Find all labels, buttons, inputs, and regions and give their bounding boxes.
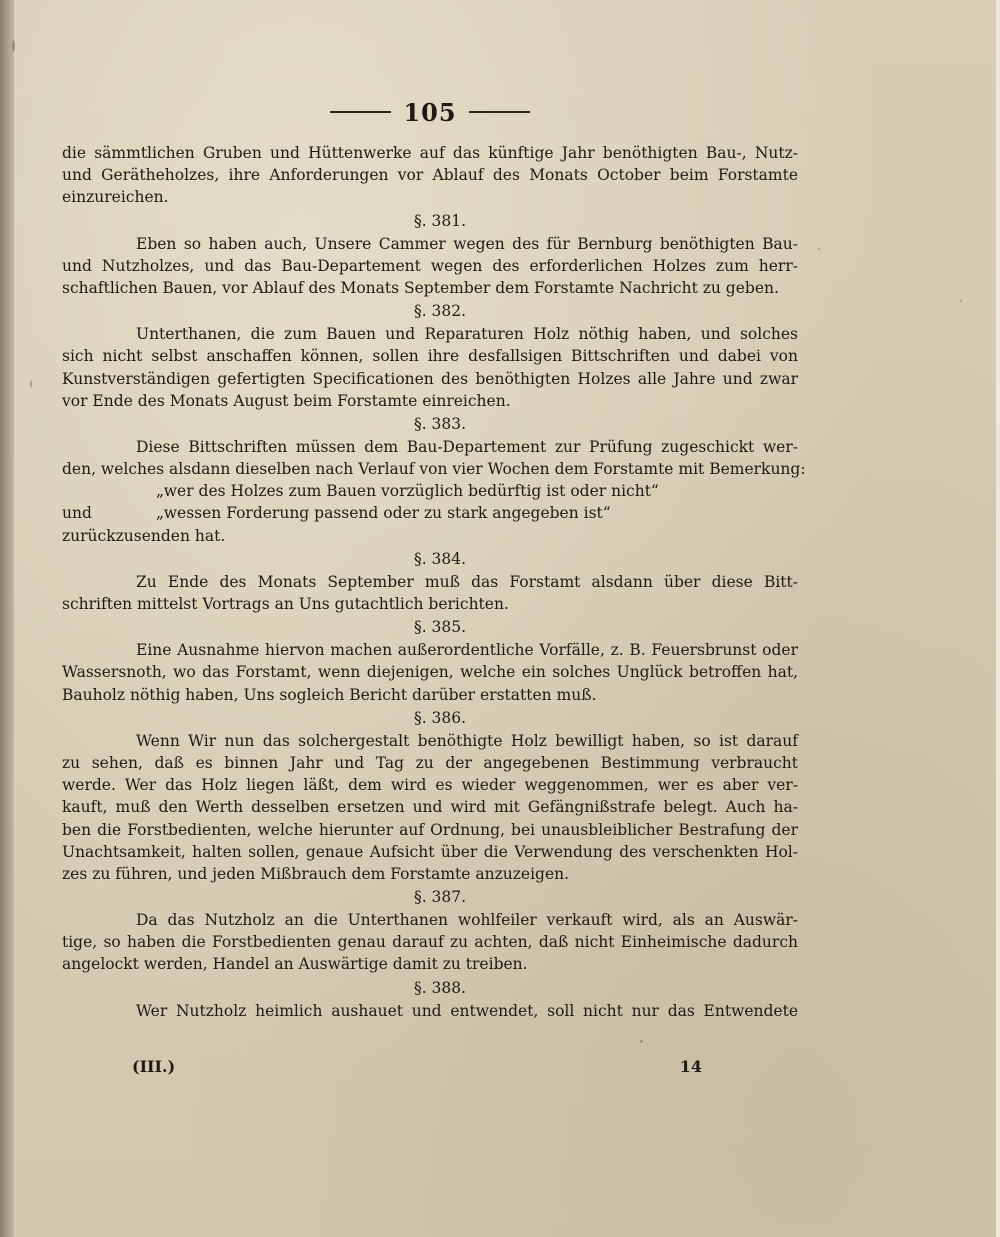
page-footer: [132, 1057, 702, 1076]
text-line: vor Ende des Monats August beim Forstamte einreichen.: [62, 391, 511, 410]
header-rule-right: [469, 111, 530, 113]
text-line: kauft, muß den Werth desselben ersetzen und wird mit Gefängnißstrafe belegt. Auch ha-: [62, 798, 798, 817]
text-line: Bauholz nöthig haben, Uns sogleich Bericht darüber erstatten muß.: [62, 685, 597, 704]
section-381: §. 381.: [413, 211, 467, 230]
section-385: §. 385.: [413, 618, 467, 637]
text-line: den, welches alsdann dieselben nach Verlauf von vier Wochen dem Forstamte mit Bemerkung:: [62, 460, 806, 479]
page-number: 105: [403, 97, 457, 127]
quote-line: [62, 480, 798, 502]
signature-mark: (III.): [132, 1057, 176, 1076]
text-line: tige, so haben die Forstbedienten genau darauf zu achten, daß nicht Einheimische dadurch: [62, 933, 798, 952]
page-edge: [996, 0, 1000, 1237]
text-line: ben die Forstbedienten, welche hierunter auf Ordnung, bei unausbleiblicher Bestrafung der: [62, 820, 798, 839]
binding-edge: [0, 0, 14, 1237]
text-line: angelockt werden, Handel an Auswärtige damit zu treiben.: [62, 955, 528, 974]
text-line: Eben so haben auch, Unsere Cammer wegen des für Bernburg benöthigten Bau-: [136, 234, 798, 253]
quote-line: [62, 502, 798, 524]
text-line: zu sehen, daß es binnen Jahr und Tag zu der angegebenen Bestimmung verbraucht: [62, 753, 798, 772]
section-384: §. 384.: [413, 549, 467, 568]
section-382: §. 382.: [413, 302, 467, 321]
section-387: §. 387.: [413, 888, 467, 907]
text-line: sich nicht selbst anschaffen können, sollen ihre desfallsigen Bittschriften und dabei von: [62, 347, 798, 366]
text-line: Kunstverständigen gefertigten Specificationen des benöthigten Holzes alle Jahre und zwar: [62, 369, 798, 388]
text-line: die sämmtlichen Gruben und Hüttenwerke auf das künftige Jahr benöthigten Bau-, Nutz-: [62, 144, 798, 162]
text-line: Unachtsamkeit, halten sollen, genaue Aufsicht über die Verwendung des verschenkten Hol-: [62, 842, 798, 861]
section-383: §. 383.: [413, 414, 467, 433]
section-388: §. 388.: [413, 978, 467, 997]
text-line: Unterthanen, die zum Bauen und Reparaturen Holz nöthig haben, und solches: [136, 325, 798, 344]
quote-label: und: [62, 504, 92, 523]
text-line: Da das Nutzholz an die Unterthanen wohlfeiler verkauft wird, als an Auswär-: [136, 911, 798, 930]
text-line: werde. Wer das Holz liegen läßt, dem wird es wieder weggenommen, wer es aber ver-: [62, 776, 798, 795]
text-line: zes zu führen, und jeden Mißbrauch dem Forstamte anzuzeigen.: [62, 864, 570, 883]
text-line: Eine Ausnahme hiervon machen außerordentliche Vorfälle, z. B. Feuersbrunst oder: [136, 641, 798, 660]
section-386: §. 386.: [413, 708, 467, 727]
body-text: [62, 142, 806, 1022]
text-line: zurückzusenden hat.: [62, 526, 226, 545]
text-line: schriften mittelst Vortrags an Uns gutachtlich berichten.: [62, 595, 509, 613]
text-line: schaftlichen Bauen, vor Ablauf des Monats September dem Forstamte Nachricht zu geben.: [62, 278, 779, 297]
text-line: Diese Bittschriften müssen dem Bau-Departement zur Prüfung zugeschickt wer-: [136, 437, 798, 456]
text-line: Zu Ende des Monats September muß das Forstamt alsdann über diese Bitt-: [136, 572, 798, 591]
quote-text: „wessen Forderung passend oder zu stark angegeben ist“: [156, 504, 611, 523]
text-line: Wer Nutzholz heimlich aushauet und entwendet, soll nicht nur das Entwendete: [136, 1001, 798, 1020]
text-line: einzureichen.: [62, 188, 169, 207]
sheet-number: 14: [679, 1057, 702, 1076]
header-rule-left: [330, 111, 391, 113]
text-line: Wassersnoth, wo das Forstamt, wenn diejenigen, welche ein solches Unglück betroffen hat,: [62, 663, 798, 682]
text-line: und Nutzholzes, und das Bau-Departement wegen des erforderlichen Holzes zum herr-: [62, 256, 798, 275]
quote-text: „wer des Holzes zum Bauen vorzüglich bedürftig ist oder nicht“: [156, 482, 659, 501]
text-line: Wenn Wir nun das solchergestalt benöthigte Holz bewilligt haben, so ist darauf: [136, 731, 798, 750]
page-header: [330, 92, 530, 132]
text-line: und Gerätheholzes, ihre Anforderungen vor Ablauf des Monats October beim Forstamte: [62, 166, 798, 185]
